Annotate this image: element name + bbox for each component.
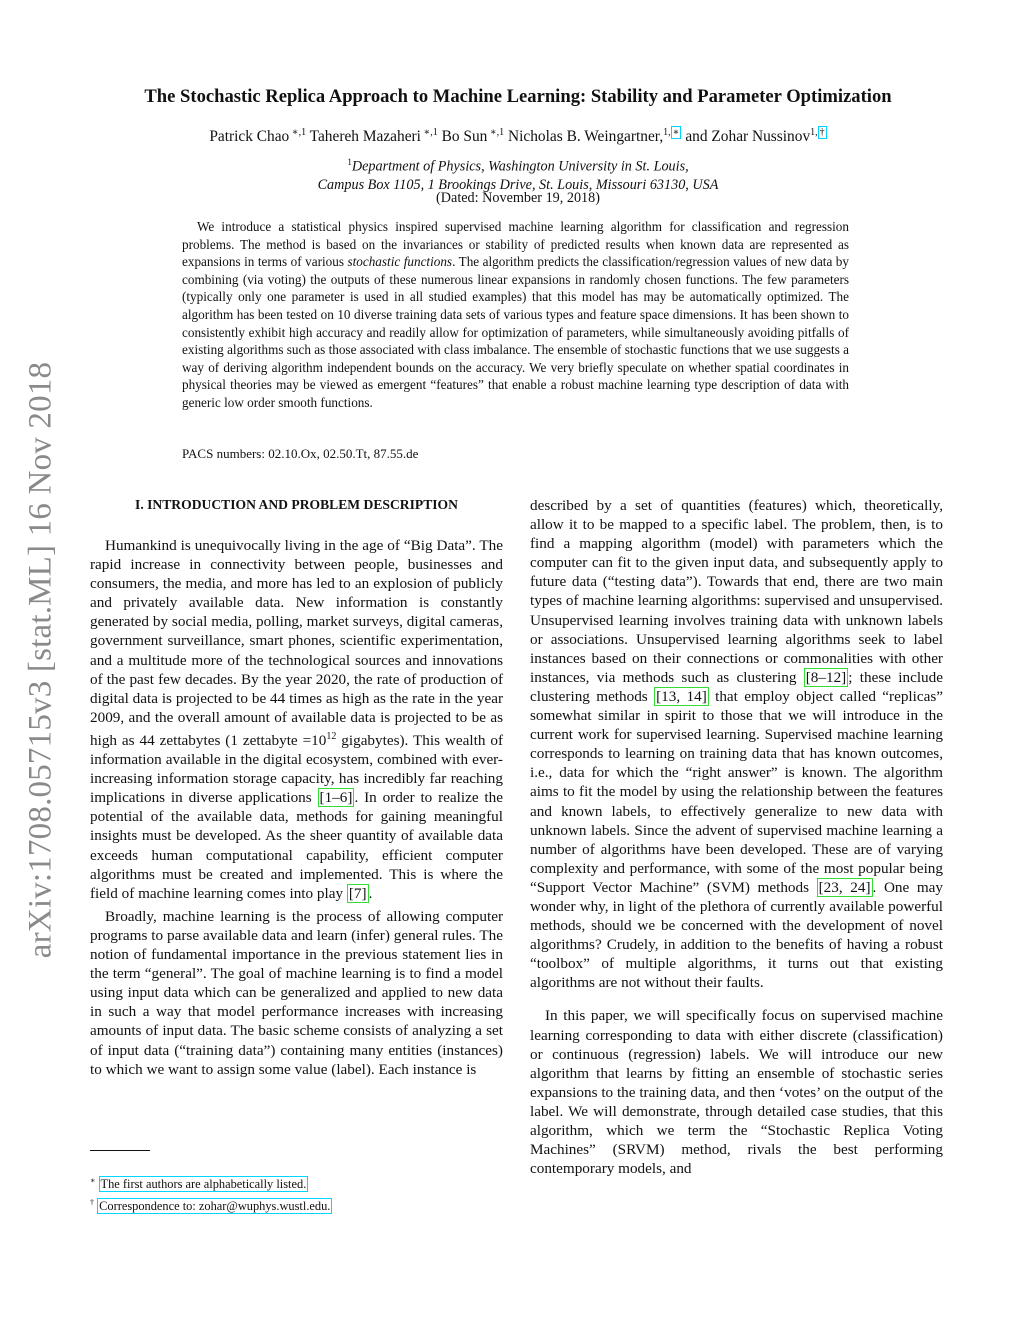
paragraph: In this paper, we will specifically focus on supervised machine learning corresponding to data with either discrete (classification) or continuous (regression) labels. We will introduce our new algorithm that learns by fitting an ensemble of stochastic series expansions to the training data, and then ‘votes’ on the output of the label. We will demonstrate, through detailed case studies, that this algorithm, which we term the “Stochastic Replica Voting Machines” (SRVM) method, rivals the best performing contemporary models, and	[530, 1007, 943, 1178]
footnote-link[interactable]: Correspondence to: zohar@wuphys.wustl.edu.	[99, 1198, 331, 1213]
paper-title: The Stochastic Replica Approach to Machine Learning: Stability and Parameter Optimization	[144, 86, 892, 107]
author-marker: ∗	[289, 127, 299, 138]
footnote	[90, 1194, 332, 1216]
abstract-text: . The algorithm predicts the classification/regression values of new data by combining (via voting) the outputs of these numerous linear expansions in randomly chosen functions. The few parameters (typically only one parameter is used in all studied examples) that this model has may be automatically optimized. The algorithm has been tested on 10 diverse training data sets of various types and feature space dimensions. It has been shown to consistently exhibit high accuracy and readily allow for optimization of parameters, while simultaneously avoiding pitfalls of existing algorithms such as those associated with class imbalance. The ensemble of stochastic functions that we use suggests a way of deriving algorithm independent bounds on the accuracy. We very briefly speculate on whether spatial coordinates in physical theories may be viewed as emergent “features” that enable a robust machine learning type description of data with generic low order smooth functions.	[182, 254, 849, 410]
footnote-mark: †	[90, 1197, 94, 1207]
abstract-emphasis: stochastic functions	[347, 254, 453, 270]
author-name: and Zohar Nussinov	[685, 128, 811, 146]
citation-link[interactable]: [8–12]	[805, 668, 847, 686]
footnote	[90, 1172, 332, 1194]
citation-link[interactable]: [23, 24]	[818, 878, 871, 896]
section-heading: I. INTRODUCTION AND PROBLEM DESCRIPTION	[135, 497, 458, 512]
footnote-mark: ∗	[90, 1176, 96, 1185]
date-line: (Dated: November 19, 2018)	[436, 190, 600, 206]
footnote-divider	[90, 1150, 150, 1151]
arxiv-identifier: arXiv:1708.05715v3 [stat.ML] 16 Nov 2018	[22, 361, 59, 959]
author-marker: ∗	[487, 127, 497, 138]
paragraph: Broadly, machine learning is the process of allowing computer programs to parse available data and learn (infer) general rules. The notion of fundamental importance in the previous statement lies in the term “general”. The goal of machine learning is to find a model using input data which can be generalized and applied to new data in such a way that model performance increases with increasing amounts of input data. The basic scheme consists of analyzing a set of input data (“training data”) containing many entities (instances) to which we want to assign some value (label). Each instance is	[90, 907, 503, 1078]
affiliation	[90, 153, 946, 195]
footnote-link[interactable]: †	[819, 127, 825, 138]
affiliation-line: Campus Box 1105, 1 Brookings Drive, St. Louis, Missouri 63130, USA	[317, 177, 719, 194]
abstract	[182, 218, 849, 412]
author-name: Patrick Chao	[209, 128, 290, 146]
citation-link[interactable]: [7]	[348, 884, 367, 902]
author-affiliation: ,1	[298, 127, 307, 138]
footnote-link[interactable]: The first authors are alphabetically listed.	[100, 1177, 307, 1192]
footnote-link[interactable]: ∗	[672, 127, 680, 138]
author-name: Bo Sun	[441, 128, 488, 146]
affiliation-line: Department of Physics, Washington University in St. Louis,	[351, 158, 689, 175]
abstract-text: We introduce a statistical physics inspired supervised machine learning algorithm for classification and regression problems. The method is based on the invariances or stability of predicted results when known data are represented as expansions in terms of various	[182, 219, 849, 270]
paragraph: described by a set of quantities (features) which, theoretically, allow it to be mapped to a specific label. The problem, then, is to find a mapping algorithm (model) with parameters which the computer can fit to the given input data, and subsequently apply to future data (“testing data”). Towards that end, there are two main types of machine learning algorithms: supervised and unsupervised. Unsupervised learning involves training data with unknown labels or associations. Unsupervised learning algorithms seek to label instances based on their connections or commonalities with other instances, via methods such as clustering [8–12] ; these include clustering methods [13, 14] that employ object called “replicas” somewhat similar in spirit to those that we will introduce in the current work for supervised learning. Supervised machine learning corresponds to learning on training data that has known outcomes, i.e., data for which the “right answer” is known. The algorithm aims to fit the model by using the relationship between the features and known labels, to effectively generalize to new data with unknown labels. Since the advent of supervised machine learning a number of algorithms have been developed. These are of varying complexity and performance, with some of the most popular being “Support Vector Machine” (SVM) methods [23, 24] . One may wonder why, in light of the plethora of currently available powerful methods, should we be concerned with the development of novel algorithms? Crudely, in addition to the benefits of having a robust “toolbox” of multiple algorithms, it turns out that existing algorithms are not without their faults.	[530, 497, 943, 992]
pacs-numbers: PACS numbers: 02.10.Ox, 02.50.Tt, 87.55.de	[182, 446, 419, 461]
footnotes	[90, 1172, 332, 1215]
author-marker: ∗	[420, 127, 431, 138]
affiliation-marker: 1	[347, 157, 352, 167]
left-column	[90, 496, 503, 1079]
author-affiliation: 1,	[663, 127, 671, 138]
author-name: Nicholas B. Weingartner,	[508, 128, 664, 146]
author-name: Tahereh Mazaheri	[309, 128, 421, 146]
author-affiliation: ,1	[430, 127, 438, 138]
author-affiliation: 1,	[810, 127, 818, 138]
paragraph: Humankind is unequivocally living in the age of “Big Data”. The rapid increase in connectivity between people, businesses and consumers, the media, and more has led to an explosion of publicly and privately available data. New information is constantly generated by social media, polling, market surveys, digital cameras, government surveillance, smart phones, scientific experimentation, and a multitude more of the technological sources and innovations of the past few decades. By the year 2020, the rate of production of digital data is projected to be 44 times as high as the rate in the year 2009, and the overall amount of available data is projected to be as high as 44 zettabytes (1 zettabyte $=10^{12}$ gigabytes). This wealth of information available in the digital ecosystem, combined with ever-increasing information storage capacity, has incredibly far reaching implications in diverse applications [1–6] . In order to realize the potential of the available data, methods for gaining meaningful insights must be developed. As the sheer quantity of available data exceeds human computational capability, efficient computer algorithms must be created and implemented. This is where the field of machine learning comes into play [7] .	[90, 537, 503, 902]
right-column	[530, 496, 943, 1178]
citation-link[interactable]: [1–6]	[319, 789, 353, 807]
exponent: 12	[326, 730, 337, 742]
author-list	[90, 127, 946, 146]
author-affiliation: ,1	[496, 127, 505, 138]
citation-link[interactable]: [13, 14]	[656, 687, 707, 705]
